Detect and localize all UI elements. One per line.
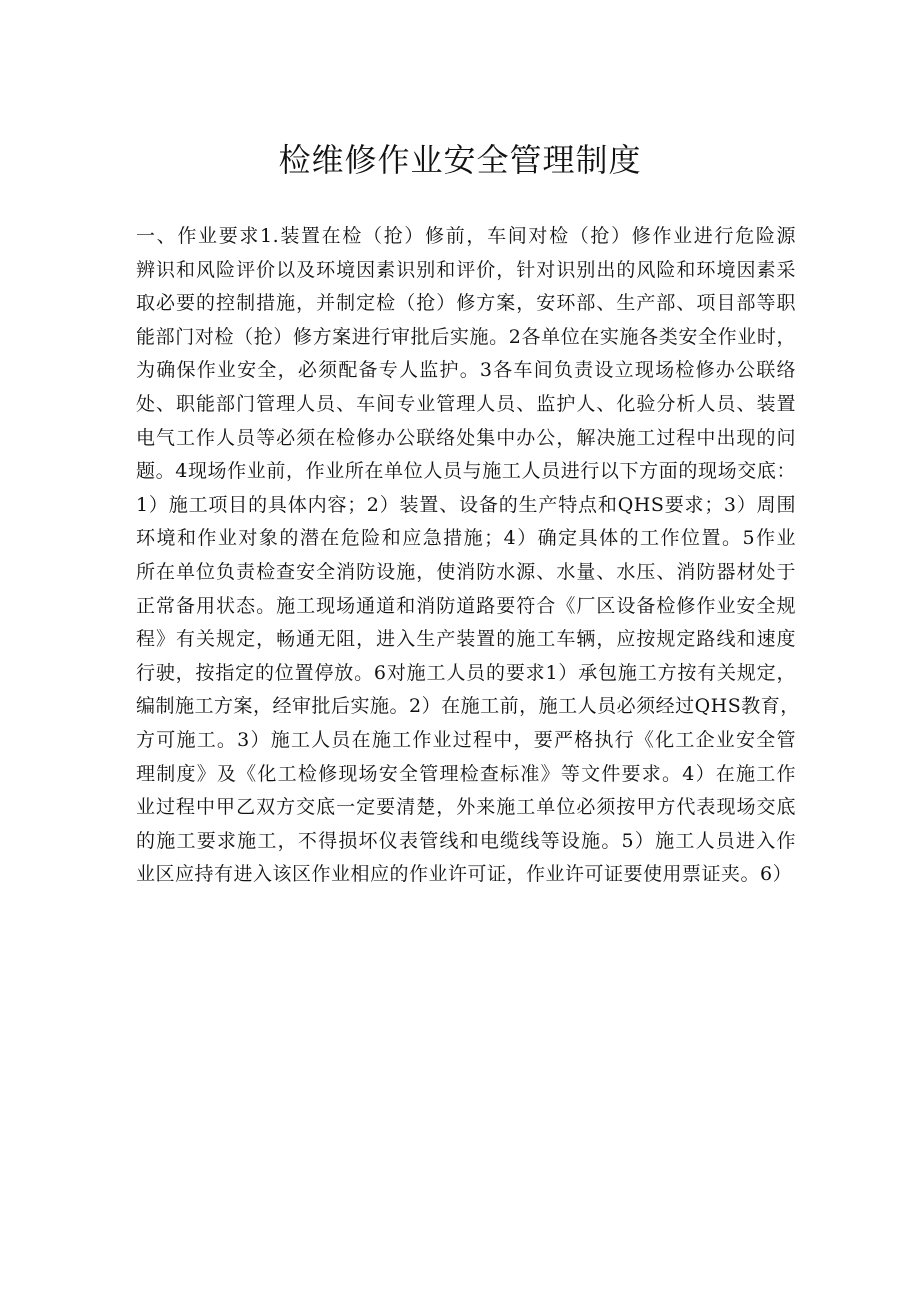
body-line-11: 所在单位负责检查安全消防设施，使消防水源、水量、水压、消防器材处于 — [136, 560, 796, 583]
body-line-7: 电气工作人员等必须在检修办公联络处集中办公，解决施工过程中出现的问 — [136, 426, 796, 449]
body-line-9: 1）施工项目的具体内容；2）装置、设备的生产特点和QHS要求；3）周围 — [136, 493, 796, 516]
body-line-17: 理制度》及《化工检修现场安全管理检查标准》等文件要求。4）在施工作 — [136, 762, 796, 785]
document-body — [136, 220, 800, 892]
body-line-19: 的施工要求施工，不得损坏仪表管线和电缆线等设施。5）施工人员进入作 — [136, 829, 796, 852]
body-line-13: 程》有关规定，畅通无阻，进入生产装置的施工车辆，应按规定路线和速度 — [136, 628, 796, 651]
body-line-10: 环境和作业对象的潜在危险和应急措施；4）确定具体的工作位置。5作业 — [136, 527, 796, 550]
body-line-5: 为确保作业安全，必须配备专人监护。3各车间负责设立现场检修办公联络 — [136, 359, 796, 382]
body-line-18: 业过程中甲乙双方交底一定要清楚，外来施工单位必须按甲方代表现场交底 — [136, 796, 796, 819]
body-line-3: 取必要的控制措施，并制定检（抢）修方案，安环部、生产部、项目部等职 — [136, 292, 796, 315]
body-line-2: 辨识和风险评价以及环境因素识别和评价，针对识别出的风险和环境因素采 — [136, 258, 796, 281]
body-line-14: 行驶，按指定的位置停放。6对施工人员的要求1）承包施工方按有关规定， — [136, 661, 796, 684]
body-line-16: 方可施工。3）施工人员在施工作业过程中，要严格执行《化工企业安全管 — [136, 728, 796, 751]
body-line-4: 能部门对检（抢）修方案进行审批后实施。2各单位在实施各类安全作业时， — [136, 325, 796, 348]
body-line-8: 题。4现场作业前，作业所在单位人员与施工人员进行以下方面的现场交底： — [136, 460, 796, 483]
body-line-1: 一、作业要求1.装置在检（抢）修前，车间对检（抢）修作业进行危险源 — [136, 225, 796, 247]
body-line-20: 业区应持有进入该区作业相应的作业许可证，作业许可证要使用票证夹。6） — [136, 863, 793, 886]
body-line-12: 正常备用状态。施工现场通道和消防道路要符合《厂区设备检修作业安全规 — [136, 594, 796, 617]
body-line-15: 编制施工方案，经审批后实施。2）在施工前，施工人员必须经过QHS教育， — [136, 695, 800, 718]
document-title: 检维修作业安全管理制度 — [278, 141, 642, 179]
body-line-6: 处、职能部门管理人员、车间专业管理人员、监护人、化验分析人员、装置 — [136, 392, 796, 415]
